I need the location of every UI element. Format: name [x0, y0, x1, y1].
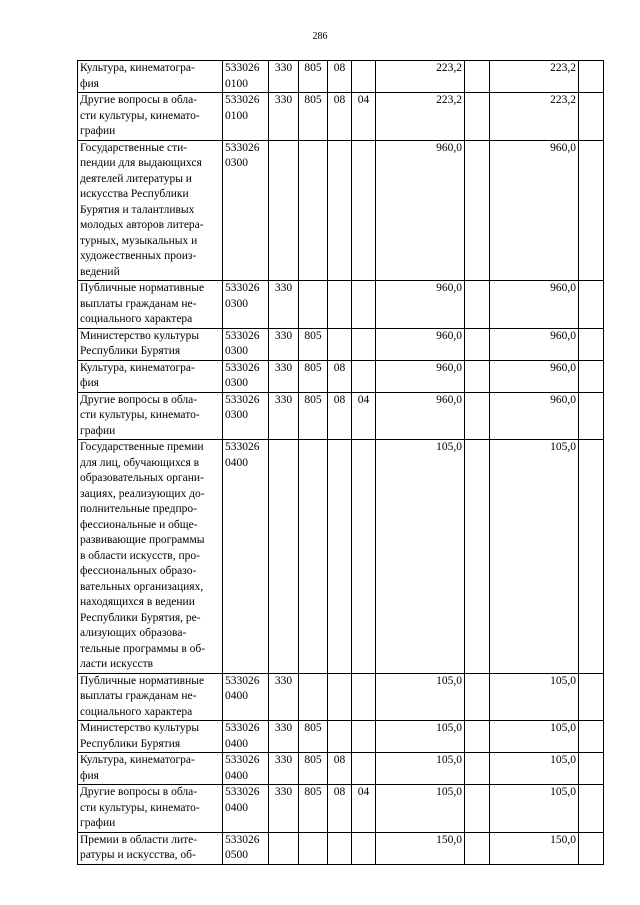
table-row [78, 61, 604, 93]
row-empty-cell [465, 392, 490, 440]
row-grbs-cell: 330 [269, 785, 299, 833]
row-grbs-cell [269, 832, 299, 864]
row-amount2-cell: 960,0 [490, 281, 579, 329]
row-empty-cell [579, 281, 604, 329]
row-empty-cell [465, 832, 490, 864]
row-empty-cell [465, 328, 490, 360]
row-sub2-cell [352, 721, 376, 753]
row-code-cell: 533026 0300 [223, 392, 269, 440]
table-row [78, 673, 604, 721]
row-empty-cell [465, 281, 490, 329]
row-name-cell: Публичные нормативные выплаты гражданам не- социального характера [78, 673, 223, 721]
row-grbs-cell: 330 [269, 93, 299, 141]
row-grbs-cell [269, 140, 299, 281]
row-code-cell: 533026 0100 [223, 93, 269, 141]
row-empty-cell [579, 140, 604, 281]
row-empty-cell [465, 785, 490, 833]
row-empty-cell [579, 785, 604, 833]
row-name-cell: Культура, кинематогра- фия [78, 360, 223, 392]
row-empty-cell [579, 753, 604, 785]
row-name-cell: Культура, кинематогра- фия [78, 61, 223, 93]
row-amount1-cell: 960,0 [376, 392, 465, 440]
row-amount2-cell: 223,2 [490, 61, 579, 93]
row-section-cell [299, 281, 328, 329]
row-empty-cell [579, 673, 604, 721]
row-code-cell: 533026 0300 [223, 360, 269, 392]
row-empty-cell [579, 360, 604, 392]
row-subsection-cell: 08 [328, 360, 352, 392]
table-row [78, 93, 604, 141]
row-sub2-cell [352, 440, 376, 674]
row-section-cell: 805 [299, 721, 328, 753]
row-amount1-cell: 223,2 [376, 93, 465, 141]
row-subsection-cell: 08 [328, 785, 352, 833]
table-row [78, 832, 604, 864]
row-name-cell: Другие вопросы в обла- сти культуры, кинемато- графии [78, 785, 223, 833]
row-amount1-cell: 960,0 [376, 281, 465, 329]
row-empty-cell [465, 93, 490, 141]
row-empty-cell [465, 440, 490, 674]
row-sub2-cell [352, 61, 376, 93]
row-empty-cell [579, 61, 604, 93]
row-amount1-cell: 105,0 [376, 673, 465, 721]
row-subsection-cell [328, 281, 352, 329]
row-empty-cell [579, 392, 604, 440]
row-amount2-cell: 105,0 [490, 785, 579, 833]
row-section-cell: 805 [299, 360, 328, 392]
row-name-cell: Министерство культуры Республики Бурятия [78, 721, 223, 753]
row-grbs-cell: 330 [269, 281, 299, 329]
row-empty-cell [579, 328, 604, 360]
row-code-cell: 533026 0400 [223, 673, 269, 721]
table-row [78, 753, 604, 785]
row-amount2-cell: 150,0 [490, 832, 579, 864]
row-amount2-cell: 960,0 [490, 360, 579, 392]
row-name-cell: Другие вопросы в обла- сти культуры, кинемато- графии [78, 93, 223, 141]
row-code-cell: 533026 0300 [223, 281, 269, 329]
row-subsection-cell: 08 [328, 392, 352, 440]
row-empty-cell [579, 440, 604, 674]
row-sub2-cell: 04 [352, 93, 376, 141]
row-empty-cell [579, 832, 604, 864]
row-amount1-cell: 960,0 [376, 140, 465, 281]
row-amount1-cell: 105,0 [376, 721, 465, 753]
row-subsection-cell [328, 440, 352, 674]
row-amount2-cell: 105,0 [490, 721, 579, 753]
row-grbs-cell [269, 440, 299, 674]
row-name-cell: Государственные премии для лиц, обучающихся в образовательных органи- зациях, реализующих до- полнительные предпро- фессиональные и обще- развивающие программы в области искусств, про- фессиональных образо- вательных организациях, находящихся в ведении Республики Бурятия, ре- ализующих образова- тельные программы в об- ласти искусств [78, 440, 223, 674]
row-section-cell: 805 [299, 785, 328, 833]
row-subsection-cell [328, 832, 352, 864]
row-amount2-cell: 105,0 [490, 440, 579, 674]
row-amount1-cell: 105,0 [376, 753, 465, 785]
row-grbs-cell: 330 [269, 360, 299, 392]
row-amount2-cell: 223,2 [490, 93, 579, 141]
row-empty-cell [465, 61, 490, 93]
row-amount2-cell: 105,0 [490, 753, 579, 785]
row-code-cell: 533026 0300 [223, 140, 269, 281]
row-amount1-cell: 105,0 [376, 440, 465, 674]
row-section-cell: 805 [299, 93, 328, 141]
row-section-cell [299, 832, 328, 864]
row-section-cell [299, 440, 328, 674]
row-section-cell: 805 [299, 328, 328, 360]
row-code-cell: 533026 0400 [223, 785, 269, 833]
row-code-cell: 533026 0500 [223, 832, 269, 864]
row-grbs-cell: 330 [269, 328, 299, 360]
row-code-cell: 533026 0400 [223, 721, 269, 753]
row-subsection-cell [328, 721, 352, 753]
row-name-cell: Премии в области лите- ратуры и искусства, об- [78, 832, 223, 864]
row-sub2-cell [352, 140, 376, 281]
row-name-cell: Культура, кинематогра- фия [78, 753, 223, 785]
row-subsection-cell [328, 673, 352, 721]
row-code-cell: 533026 0100 [223, 61, 269, 93]
row-amount1-cell: 223,2 [376, 61, 465, 93]
row-name-cell: Министерство культуры Республики Бурятия [78, 328, 223, 360]
row-subsection-cell: 08 [328, 753, 352, 785]
row-sub2-cell: 04 [352, 392, 376, 440]
row-grbs-cell: 330 [269, 61, 299, 93]
row-sub2-cell [352, 328, 376, 360]
row-section-cell: 805 [299, 753, 328, 785]
row-amount2-cell: 960,0 [490, 140, 579, 281]
row-amount1-cell: 105,0 [376, 785, 465, 833]
row-empty-cell [465, 673, 490, 721]
row-subsection-cell [328, 328, 352, 360]
row-sub2-cell [352, 281, 376, 329]
table-row [78, 785, 604, 833]
row-empty-cell [579, 721, 604, 753]
budget-table [77, 60, 604, 865]
row-amount2-cell: 960,0 [490, 392, 579, 440]
row-subsection-cell [328, 140, 352, 281]
row-amount1-cell: 960,0 [376, 360, 465, 392]
row-amount1-cell: 150,0 [376, 832, 465, 864]
table-row [78, 328, 604, 360]
table-row [78, 281, 604, 329]
row-name-cell: Публичные нормативные выплаты гражданам не- социального характера [78, 281, 223, 329]
row-sub2-cell [352, 832, 376, 864]
row-grbs-cell: 330 [269, 753, 299, 785]
page-number: 286 [312, 31, 328, 42]
row-empty-cell [579, 93, 604, 141]
row-empty-cell [465, 140, 490, 281]
row-section-cell [299, 140, 328, 281]
row-empty-cell [465, 721, 490, 753]
row-grbs-cell: 330 [269, 721, 299, 753]
row-grbs-cell: 330 [269, 392, 299, 440]
row-section-cell [299, 673, 328, 721]
table-row [78, 140, 604, 281]
table-row [78, 360, 604, 392]
row-subsection-cell: 08 [328, 93, 352, 141]
row-sub2-cell [352, 753, 376, 785]
row-section-cell: 805 [299, 61, 328, 93]
row-name-cell: Государственные сти- пендии для выдающихся деятелей литературы и искусства Республики Бурятия и талантливых молодых авторов литера- турных, музыкальных и художественных произ- ведений [78, 140, 223, 281]
table-row [78, 392, 604, 440]
row-code-cell: 533026 0300 [223, 328, 269, 360]
row-grbs-cell: 330 [269, 673, 299, 721]
row-sub2-cell: 04 [352, 785, 376, 833]
table-row [78, 440, 604, 674]
row-amount2-cell: 105,0 [490, 673, 579, 721]
row-amount1-cell: 960,0 [376, 328, 465, 360]
table-row [78, 721, 604, 753]
row-code-cell: 533026 0400 [223, 440, 269, 674]
row-section-cell: 805 [299, 392, 328, 440]
table-body [78, 61, 604, 865]
row-empty-cell [465, 360, 490, 392]
row-subsection-cell: 08 [328, 61, 352, 93]
row-amount2-cell: 960,0 [490, 328, 579, 360]
row-code-cell: 533026 0400 [223, 753, 269, 785]
row-name-cell: Другие вопросы в обла- сти культуры, кинемато- графии [78, 392, 223, 440]
row-sub2-cell [352, 360, 376, 392]
row-empty-cell [465, 753, 490, 785]
row-sub2-cell [352, 673, 376, 721]
